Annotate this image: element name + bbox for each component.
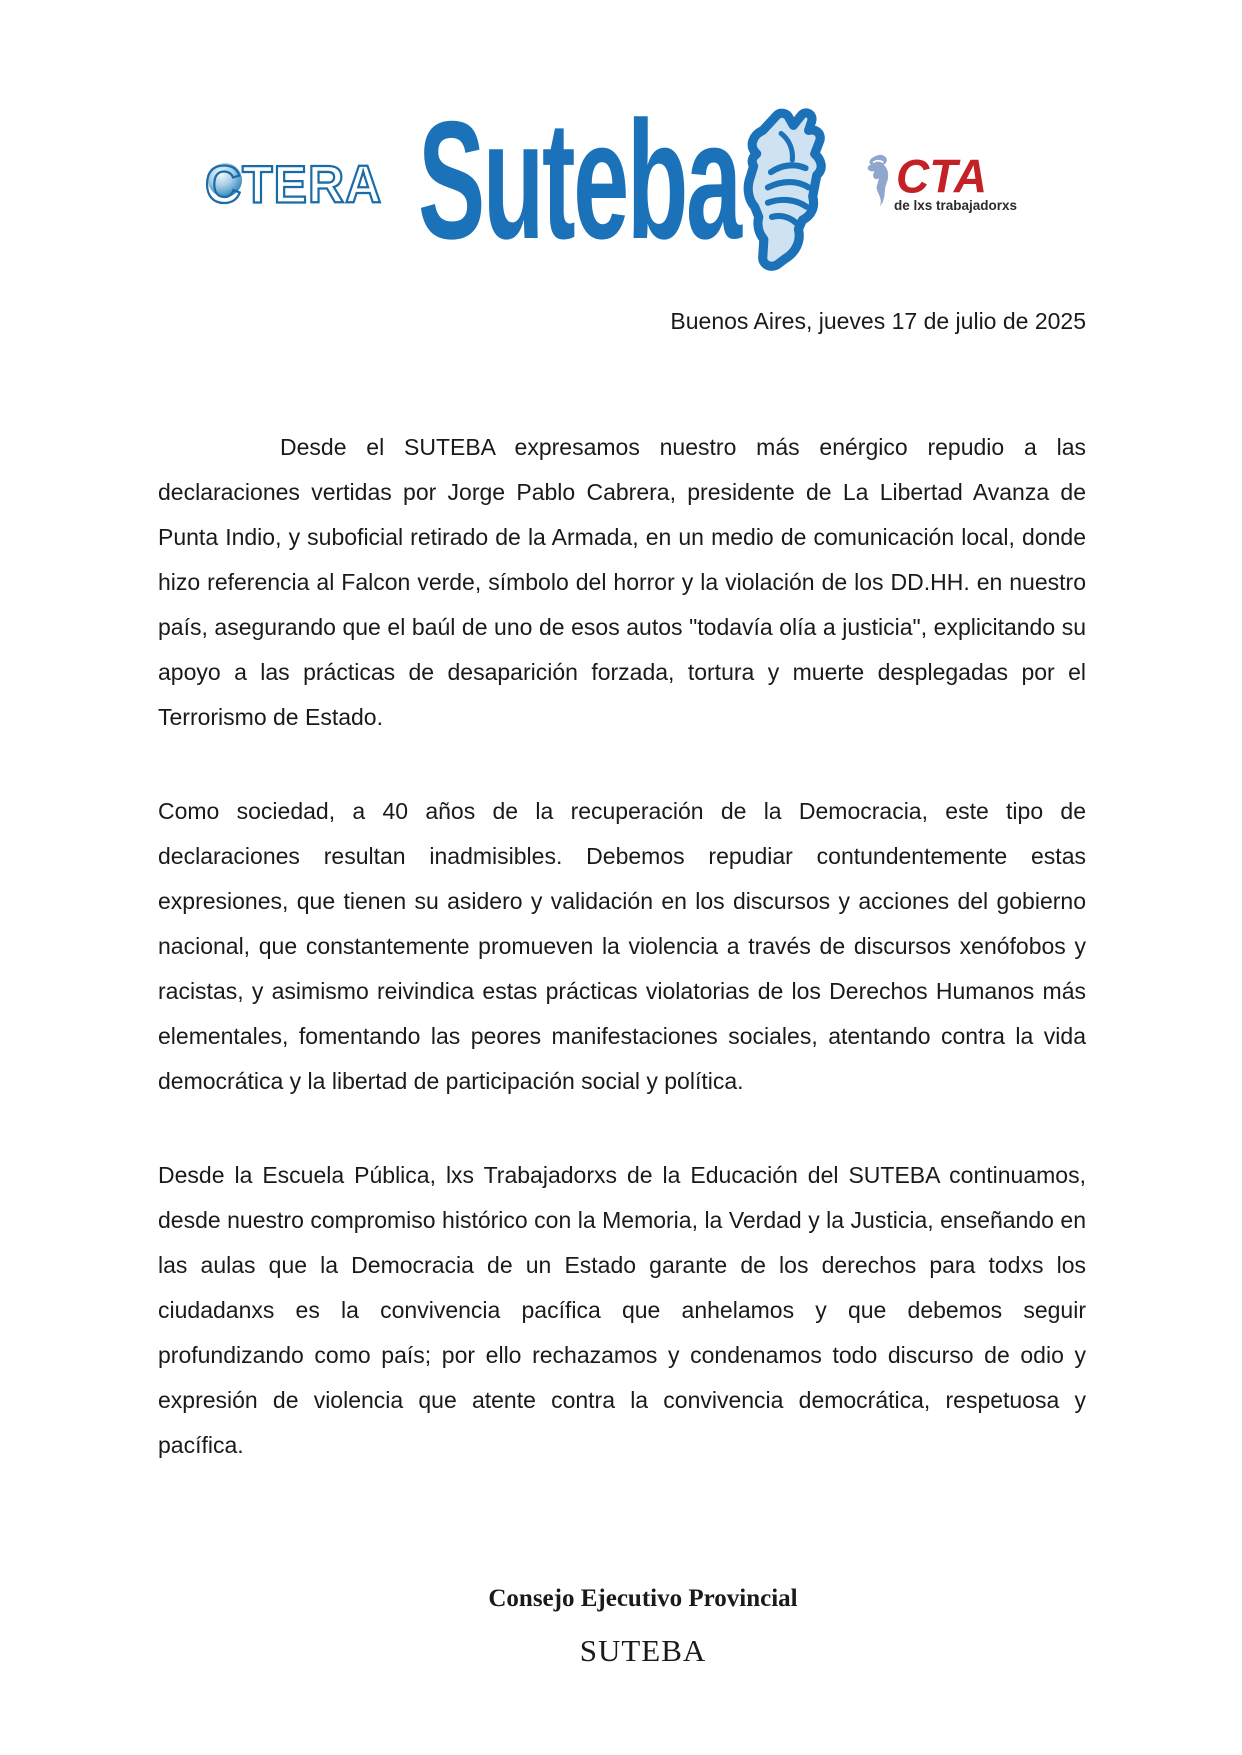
buenos-aires-map-icon (718, 108, 830, 278)
ctera-wordmark: CTERA (205, 155, 383, 214)
cta-tagline: de lxs trabajadorxs (894, 198, 1018, 213)
suteba-wordmark: Suteba (418, 86, 740, 274)
letter-body (158, 425, 1086, 1517)
signature-org: SUTEBA (579, 1633, 707, 1668)
cta-wordmark: CTA (896, 149, 988, 203)
signature-title: Consejo Ejecutivo Provincial (488, 1585, 798, 1612)
cta-logo (862, 150, 1042, 220)
letterhead (0, 0, 1242, 300)
americas-map-icon (862, 152, 898, 215)
paragraph-1: Desde el SUTEBA expresamos nuestro más enérgico repudio a las declaraciones vertidas por Jorge Pablo Cabrera, presidente de La Libertad Avanza de Punta Indio, y suboficial retirado de la Armada, en un medio de comunicación local, donde hizo referencia al Falcon verde, símbolo del horror y la violación de los DD.HH. en nuestro país, asegurando que el baúl de uno de esos autos "todavía olía a justicia", explicitando su apoyo a las prácticas de desaparición forzada, tortura y muerte desplegadas por el Terrorismo de Estado. (158, 434, 1086, 730)
paragraph-2: Como sociedad, a 40 años de la recuperación de la Democracia, este tipo de declaraciones resultan inadmisibles. Debemos repudiar contundentemente estas expresiones, que tienen su asidero y validación en los discursos y acciones del gobierno nacional, que constantemente promueven la violencia a través de discursos xenófobos y racistas, y asimismo reivindica estas prácticas violatorias de los Derechos Humanos más elementales, fomentando las peores manifestaciones sociales, atentando contra la vida democrática y la libertad de participación social y política. (158, 798, 1086, 1094)
paragraph-3: Desde la Escuela Pública, lxs Trabajadorxs de la Educación del SUTEBA continuamos, desde nuestro compromiso histórico con la Memoria, la Verdad y la Justicia, enseñando en las aulas que la Democracia de un Estado garante de los derechos para todxs los ciudadanxs es la convivencia pacífica que anhelamos y que debemos seguir profundizando como país; por ello rechazamos y condenamos todo discurso de odio y expresión de violencia que atente contra la convivencia democrática, respetuosa y pacífica. (158, 1162, 1086, 1458)
ctera-logo (205, 146, 383, 216)
dateline: Buenos Aires, jueves 17 de julio de 2025 (670, 308, 1086, 334)
signature-block (158, 1585, 1128, 1669)
